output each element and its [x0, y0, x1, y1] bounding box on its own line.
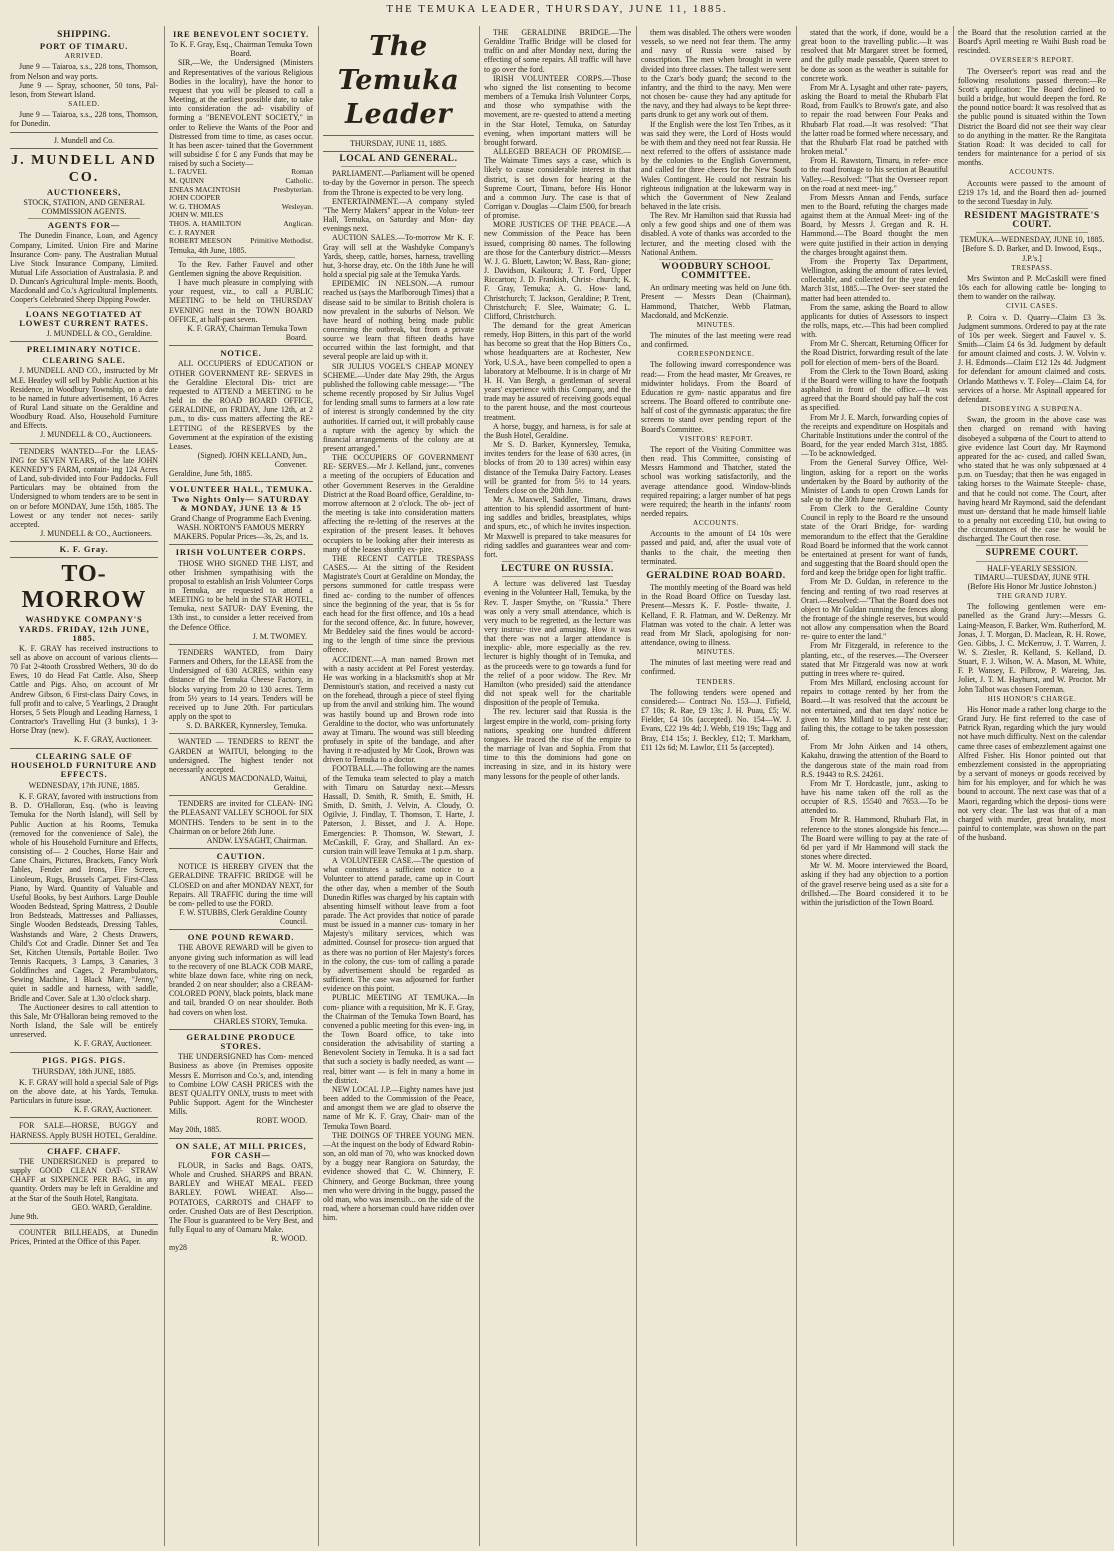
divider — [10, 1117, 158, 1118]
notice-signature: (Signed). JOHN KELLAND, Jun., Convener. — [197, 450, 307, 470]
loans-signature: J. MUNDELL & CO., Geraldine. — [46, 328, 152, 338]
column-5 — [641, 28, 791, 1546]
volunteer-hall-text: Grand Change of Programme Each Evening. WASH. NORTON'S FAMOUS MERRY MAKERS. Popular Prices—3s, 2s, and 1s. — [170, 513, 312, 542]
benevolent-addressee: To K. F. Gray, Esq., Chairman Temuka Town Board. — [169, 40, 313, 59]
pigs-heading: PIGS. PIGS. PIGS. — [42, 1054, 126, 1065]
rm-court-bench: [Before S. D. Barker, and D. Inwood, Esqs., J.P.'s.] — [962, 244, 1102, 263]
prelim-heading: PRELIMINARY NOTICE. — [26, 344, 142, 355]
column-rule — [479, 26, 480, 1546]
mundell-stock: STOCK, STATION, AND GENERAL COMMISSION AGENTS. — [23, 197, 145, 217]
correspondence-paragraph: From Mr A. Lysaght and other rate- payers, asking the Board to metal the Rhubarb Flat Road, from Faulk's to Brown's gate, and also to repair the road between Four Peaks and Rhubarb Flat road.—It was resolved: "That the latter road be formed where necessary, and that the Rhubarb Flat road be patched with broken metal." — [801, 82, 948, 157]
forsale-text: FOR SALE—HORSE, BUGGY and HARNESS. Apply BUSH HOTEL, Geraldine. — [10, 1121, 158, 1140]
news-paragraph: ACCIDENT.—A man named Brown met with a nasty accident at Pel Forest yesterday. He was working in a blacksmith's shop at Mr Dennistoun's station, and received a nasty cut on the forehead, through a piece of steel flying up from the anvil and striking him. The wound was hastily bound up and Brown rode into Geraldine to the doctor, who was unfortunately away at Timaru. The wound was still bleeding profusely in spite of the bandage, and after having it re-adjusted by Mr Cook, Brown was driven to Temuka to a doctor. — [323, 654, 474, 765]
news-paragraph: ENTERTAINMENT.—A company styled "The Merry Makers" appear in the Volun- teer Hall, Temuka, on Saturday and Mon- day evenings next. — [323, 196, 474, 234]
denomination: Catholic. — [285, 175, 313, 185]
woodbury-accounts: Accounts to the amount of £4 10s were passed and paid, and, after the usual vote of thanks to the chair, the meeting then terminated. — [641, 529, 791, 566]
accounts-text: Accounts were passed to the amount of £219 17s 1d, and the Board then ad- journed to the second Tuesday in July. — [958, 178, 1106, 206]
mill-date: my28 — [169, 1243, 187, 1253]
denomination: Wesleyan. — [281, 201, 313, 211]
lecture-continued — [641, 28, 791, 257]
loans-heading: LOANS NEGOTIATED AT LOWEST CURRENT RATES. — [19, 308, 149, 328]
supreme-court-heading: SUPREME COURT. — [985, 548, 1079, 559]
news-paragraph: AUCTION SALES.—To-morrow Mr K. F. Gray will sell at the Washdyke Company's Yards, sheep, cattle, horses, harness, travelling hut, 3-horse dray, etc. On the 18th June he will hold a special pig sale at the Temuka Yards. — [323, 233, 474, 280]
rm-court-date: TEMUKA—WEDNESDAY, JUNE 10, 1885. — [959, 235, 1105, 245]
correspondence-paragraph: From Mr John Aitken and 14 others, Kakahu, drawing the attention of the Board to the dangerous state of the main road from R.S. 19443 to R.S. 24261. — [801, 742, 948, 779]
column-7 — [958, 28, 1106, 1546]
irish-signature: J. M. TWOMEY. — [252, 631, 307, 641]
column-rule — [318, 26, 319, 1546]
tenders-label: TENDERS. — [696, 677, 736, 686]
agents-text: The Dunedin Finance, Loan, and Agency Company, Limited. Union Fire and Marine Insurance Com- pany. The Australian Mutual Live Stock Insurance Company, Limited. Mutual Life Association of Australasia. P. and D. Duncan's Agricultural Imple- ments. Booth, Macdonald and Co.'s Agricultural Implements. Cooper's Celebrated Sheep Dipping Powder. — [10, 231, 158, 305]
correspondence-paragraph: From Messrs Annan and Fends, surface men to the Board, refuting the charges made against them at the Annual Meet- ing of the Board, by Messrs J. Gregan and R. H. Hammond.—The Board thought the men were quite justified in their action in denying the charges brought against them. — [801, 192, 948, 257]
news-paragraph: PARLIAMENT.—Parliament will be opened to-day by the Governor in person. The speech from the Throne is expected to be very long. — [323, 169, 474, 197]
minutes-label: MINUTES. — [696, 320, 736, 329]
mill-text: FLOUR, in Sacks and Bags. OATS, Whole and Crushed. SHARPS and BRAN. BARLEY and WHEAT MEAL. FEED BARLEY. FOWL WHEAT. Also—POTATOES, CARROTS and CHAFF to order. Crushed Oats are of Best Description. The Flour is guaranteed to be Very Best, and fully Equal to any of Oamaru Make. — [169, 1160, 313, 1234]
signatory-name: JOHN COOPER — [169, 193, 221, 203]
caution-text: NOTICE IS HEREBY GIVEN that the GERALDINE TRAFFIC BRIDGE will be CLOSED on and after MONDAY NEXT, for Repairs. All TRAFFIC during the time will be com- pelled to use the FORD. — [169, 862, 313, 908]
denomination: Roman — [291, 167, 313, 177]
half-yearly-label: HALF-YEARLY SESSION. — [986, 563, 1078, 573]
civil-text: P. Coira v. D. Quarry—Claim £3 3s. Judgment summons. Ordered to pay at the rate of 10s per week. Siegert and Fauvel v. S. Smith—Claim £4 6s 3d. Judgment by default for amount claimed and costs. J. W. Volvin v. J. H. Edmonds—Claim £12 12s 4d. Judgment for defendant for amount claimed and costs. Orlando Matthews v. T. Foley—Claim £4, for services of a horse. Mr Aspinall appeared for defendant. — [958, 312, 1106, 404]
reward-text: THE ABOVE REWARD will be given to anyone giving such information as will lead to the recovery of one BLACK COB MARE, white blaze down face, white ring on neck, branded 2 on near shoulder; also a CREAM- COLORED PONY, black points, black mane and tail, branded O on near shoulder. Both had covers on when lost. — [169, 943, 313, 1017]
signatory-name: M. QUINN — [169, 175, 205, 185]
chaff-heading: CHAFF. CHAFF. — [47, 1145, 121, 1156]
kfgray-caption: K. F. Gray. — [59, 544, 109, 555]
page-header — [0, 0, 1114, 28]
divider — [323, 151, 474, 152]
divider — [10, 1143, 158, 1144]
mundell-name: J. MUNDELL AND CO. — [11, 152, 157, 185]
road-board-correspondence — [801, 28, 948, 907]
tenders-barker-text: TENDERS WANTED, from Dairy Farmers and Others, for the LEASE from the Undersigned of 630 ACRES, within easy distance of the Temuka Cheese Factory, in blocks varying from 20 to 130 acres. Term from 5½ years to 14 years. Tenders will be received up to June 20th. For particulars apply on the spot to — [169, 647, 313, 722]
news-paragraph: THE RECENT CATTLE TRESPASS CASES.— At the sitting of the Resident Magistrate's Court at Geraldine on Monday, the persons summoned for cattle trespass were fined ac- cording to the number of offences since the beginning of the year, that is 5s for each head for the first offence, and 10s a head for the second offence, &c. In future, however, Mr Beddeley said the fines would be accord- ing to the length of time since the previous offence. — [323, 553, 474, 655]
divider — [169, 644, 313, 645]
denomination: Presbyterian. — [273, 184, 313, 194]
tenders-kennedy-text: TENDERS WANTED—For the LEAS- ING for SEVEN YEARS, of the late JOHN KENNEDY'S FARM, contain- ing 124 Acres of Land, sub-divided into Four Paddocks. Full Particulars may be obtained from the Undersigned to whom tenders are to be sent in on or before MONDAY, June 15th, 1885. The Lowest or any tender not neces- sarily accepted. — [10, 446, 158, 529]
divider — [10, 132, 158, 133]
news-paragraph: THE DOINGS OF THREE YOUNG MEN.—At the inquest on the body of Edward Robin- son, an old man of 70, who was knocked down by a buggy near Rangiora on Saturday, the evidence showed that C. W. Chinnery, F. Chinnery, and George Buckman, three young men who were driving in the buggy, passed the old man, who was insensib... on the side of the road, where a horseman could have ridden over him. — [323, 1130, 474, 1223]
household-note: The Auctioneer desires to call attention to this Sale, Mr O'Halloran being removed to the North Island, the Sale will be entirely unreserved. — [10, 1002, 158, 1040]
woodbury-minutes: The minutes of the last meeting were read and confirmed. — [641, 331, 791, 350]
visitors-label: VISITORS' REPORT. — [679, 434, 753, 443]
signatory-name: ROBERT MEESON — [169, 236, 232, 246]
divider — [10, 341, 158, 342]
mundell-caption: J. Mundell and Co. — [53, 135, 115, 145]
divider — [28, 307, 140, 308]
column-6 — [801, 28, 948, 1546]
cleaning-text: TENDERS are invited for CLEAN- ING the PLEASANT VALLEY SCHOOL for SIX MONTHS. Tenders to be sent in to the Chairman on or before 26th June. — [169, 799, 313, 836]
signatory-name: THOS. A. HAMILTON — [169, 218, 242, 228]
column-2 — [169, 28, 313, 1546]
divider — [10, 1224, 158, 1225]
divider — [169, 1138, 313, 1139]
divider — [169, 733, 313, 734]
news-paragraph: Mr S. D. Barker, Kynnersley, Temuka, invites tenders for the lease of 630 acres, (in blocks of from 20 to 130 acres) within easy distance of the Temuka Dairy Factory. Leases will be granted for from 5½ to 14 years. Tenders close on the 20th June. — [484, 440, 631, 495]
correspondence-paragraph: From Clerk to the Geraldine County Council in reply to the Board re the unsound state of the Orari Bridge, for- warding memorandum to the effect that the Geraldine Road Board be informed that the work cannot be entertained at present for want of funds, and suggesting that the Board should open the ford and keep the bridge open for light traffic. — [801, 504, 948, 578]
divider — [323, 135, 474, 136]
sailing-entry: June 9 — Taiaroa, s.s., 228 tons, Thomson, for Dunedin. — [10, 110, 158, 129]
overseer-label: OVERSEER'S REPORT. — [990, 56, 1074, 65]
divider — [976, 208, 1088, 209]
signatory-name: JOHN W. MILES — [169, 210, 224, 220]
correspondence-paragraph: From Mr Fitzgerald, in reference to the planting, etc., of the reserves.—The Overseer stated that Mr Fitzgerald was now at work putting in trees where re- quired. — [801, 641, 948, 678]
lecture-paragraph: If the English were the lost Ten Tribes, as it was said they were, the Lord of Hosts would be with them and they need not fear Russia. He next referred to the offers of assistance made by the colonies to the English Government, and called for three cheers for the New South Wales Contingent. He could not restrain his righteous indignation at the lukewarm way in which the Government of New Zealand behaved in the late crisis. — [641, 119, 791, 211]
pigs-text: K. F. GRAY will hold a special Sale of Pigs on the above date, at his Yards, Temuka. Particulars in future issue. — [10, 1077, 158, 1106]
road-board-tenders: The following tenders were opened and considered:— Contract No. 153—J. Fitfield, £7 10s; R. Rae, £9 13s; J. H. Puau, £5; W. Fielder, £4 10s (accepted). No. 154—W. J. Evans, £22 19s 4d; J. Webb, £19 19s; Tagg and Bray, £14 15s; J. Beckley, £12; T. Markham, £11 12s 6d; M. Lawlor, £11 5s (accepted). — [641, 687, 791, 752]
correspondence-paragraph: From the Property Tax Department, Wellington, asking the amount of rates levied, collectable, and collected for the year ended March 31st, 1885.—The Over- seer stated the matter had been attended to. — [801, 256, 948, 303]
lecture-paragraph: A lecture was delivered last Tuesday evening in the Volunteer Hall, Temuka, by the Rev. T. Jasper Smythe, on "Russia." There was only a very small attendance, which is very much to be regretted, as the lecture was very instruc- tive and amusing. How it was that there was not a larger attendance is inexplic- able, more especially as the rev. lecturer is highly thought of in Temuka, and as the proceeds were to go towards a fund for the relief of a poor widow. The Rev. Mr Hamilton (who presided) said the attendance did not speak well for the charitable disposition of the people of Temuka. — [484, 579, 631, 708]
garden-signature: ANGUS MACDONALD, Waitui, Geraldine. — [199, 773, 307, 793]
divider — [169, 795, 313, 796]
lecture-heading: LECTURE ON RUSSIA. — [501, 564, 614, 575]
minutes-label: MINUTES. — [696, 648, 736, 657]
household-text: K. F. GRAY, favored with instructions from B. D. O'Halloran, Esq. (who is leaving Temuka for the North Island), will Sell by Public Auction at his Rooms, Temuka (removed for the convenience of Sale), the whole of his Household Furniture and Effects, consisting of— 2 Couches, Horse Hair and Cane Chairs, Pictures, Brackets, Fancy Work Tables, Fender and Irons, Fire Screen, Linoleum, Rugs, Brussels Carpet. First-Class Piano, by Ward. Quantity of Valuable and Useful Books, by best Authors. Large Double Wooden Bedstead, Spring Mattress, 2 Double Iron Bedsteads, Mattresses and Palliasses, Single Wooden Bedsteads, Dressing Tables, Washstands and Ware, 2 Chests Drawers, Child's Cot and Cradle. Dinner Set and Tea Set, Kitchen Utensils, Portable Boiler. Two Tennis Racquets, 3 Lamps, 3 Canaries, 3 Goldfinches and Cages, 2 Perambulators, Sewing Machine, 1 Black Mare, "Jenny," quiet in saddle and harness, with saddle, Bridle and Cover. Sale at 1.30 o'clock sharp. — [10, 792, 158, 1003]
news-paragraph: EPIDEMIC IN NELSON.—A rumour reached us (says the Marlborough Times) that a disease said to be similar to British cholera is now prevalent in the suburbs of Nelson. We have heard of nothing being made public concerning the outbreak, but from a private source we learn that fifteen deaths have occurred within the last fortnight, and that several people are laid up with it. — [323, 279, 474, 362]
denomination: Primitive Methodist. — [250, 236, 313, 246]
correspondence-paragraph: Mr W. M. Moore interviewed the Board, asking if they had any objection to a portion of the gravel reserve being used as a site for a drillshed.—The Board considered it to be within the jurisdiction of the Town Board. — [801, 861, 948, 907]
chaff-signature: GEO. WARD, Geraldine. — [71, 1202, 152, 1212]
signatory-name: C. J. RAYNER — [169, 227, 216, 237]
correspondence-paragraph: From Mr T. Hordcastle, junr., asking to have his name taken off the roll as the occupier of R.S. 15540 and 7653.—To be attended to. — [801, 778, 948, 816]
correspondence-paragraph: From the Clerk to the Town Board, asking if the Board were willing to have the footpath asphalted in front of the office.—It was agreed that the Board should pay half the cost as specified. — [801, 366, 948, 413]
divider — [169, 481, 313, 482]
divider — [10, 1052, 158, 1053]
benevolent-text: SIR,—We, the Undersigned (Ministers and Representatives of the various Religious Bodies in the locality), have the honor to request that you will be pleased to call a Meeting, at the earliest possible date, to take into consideration the ad- visability of forming a "BENEVOLENT SOCIETY," in order to Relieve the Wants of the Poor and Distressed from time to time, as cases occur. It has been ascer- tained that the Government will subsidise £ for £ any Funds that may be raised by such a Society— — [169, 58, 313, 169]
denomination: Anglican. — [283, 218, 313, 228]
divider — [976, 561, 1088, 562]
washdyke-signature: K. F. GRAY, Auctioneer. — [73, 735, 152, 745]
woodbury-visitors: The report of the Visiting Committee was then read. This Committee, consisting of Messrs Hammond and Thatcher, stated the school was working satisfactorily, and the average attendance good. Window-blinds required repairing; a larger number of hat pegs were required; the hearth in the infants' room needed repairs. — [641, 444, 791, 518]
column-rule — [796, 26, 797, 1546]
divider — [10, 541, 158, 542]
benevolent-heading: IRE BENEVOLENT SOCIETY. — [172, 29, 310, 39]
correspondence-paragraph: From Mr J. E. March, forwarding copies of the receipts and expenditure on Hospitals and Charitable Institutions under the control of the Board, for the year ended March 31st, 1885.—To be acknowledged. — [801, 412, 948, 459]
washdyke-heading: WASHDYKE COMPANY'S YARDS. FRIDAY, 12th JUNE, 1885. — [18, 614, 150, 643]
column-rule — [164, 26, 165, 1546]
woodbury-text: An ordinary meeting was held on June 6th. Present — Messrs Dean (Chairman), Hammond, Thatcher, Webb Flatman, Macdonald, and McKenzie. — [641, 283, 791, 320]
reward-heading: ONE POUND REWARD. — [187, 932, 295, 943]
mill-signature: R. WOOD. — [271, 1234, 307, 1244]
chaff-date: June 9th. — [10, 1211, 39, 1221]
news-paragraph: SIR JULIUS VOGEL'S CHEAP MONEY SCHEME.—Under date May 29th, the Argus published the following cable message:— "The scheme recently proposed by Sir Julius Vogel for lending small sums to farmers at a low rate of interest is strongly condemned by the city authorities. If carried out, it will probably cause a rupture with the agency by which the financial arrangements of the colony are at present arranged." — [323, 361, 474, 453]
road-board-minutes: The minutes of last meeting were read and confirmed. — [641, 658, 791, 677]
column-4 — [484, 28, 631, 1546]
clearing-signature: J. MUNDELL & CO., Auctioneers. — [40, 430, 152, 440]
accounts-label: ACCOUNTS. — [1009, 168, 1055, 177]
news-paragraph: MORE JUSTICES OF THE PEACE.—A new Commission of the Peace has been issued, comprising 80 names. The following are those for the Canterbury district:—Messrs W. J. G. Bluett, Lawton; W. Bass, Ran- gione; J. Davidson, Kaikoura; J. T. Ford, Upper Riccarton; J. D. Frankish, Christ- church; K. F. Gray, Temuka; A. G. How- land, Christchurch; T. Jackson, Geraldine; P. Trent, Christchurch; F. Slee, Waimate; G. L. Clifford, Christchurch. — [484, 220, 631, 321]
garden-text: WANTED — TENDERS to RENT the GARDEN at WAITUI, belonging to the undersigned. The highest tender not necessarily accepted. — [169, 737, 313, 774]
running-head: THE TEMUKA LEADER, THURSDAY, JUNE 11, 1885. — [386, 3, 728, 15]
news-paragraph: THE GERALDINE BRIDGE.—The Geraldine Traffic Bridge will be closed for traffic on and after Monday next, during the effecting of some repairs. All traffic will have to go over the ford. — [484, 28, 631, 74]
benevolent-date: Temuka, 4th June, 1885. — [169, 245, 247, 255]
divider — [169, 544, 313, 545]
masthead-date: THURSDAY, JUNE 11, 1885. — [349, 139, 448, 148]
correspondence-label: CORRESPONDENCE. — [677, 350, 755, 359]
correspondence-paragraph: From the same, asking the Board to allow applicants for duties of Assessors to inspect the rolls, maps, etc.—This had been complied with. — [801, 302, 948, 340]
lecture-paragraphs — [484, 579, 631, 780]
rm-court-heading: RESIDENT MAGISTRATE'S COURT. — [964, 210, 1100, 231]
household-signature: K. F. GRAY, Auctioneer. — [73, 1039, 152, 1049]
news-paragraph: The demand for the great American remedy, Hop Bitters, in this part of the world has become so great that the Hop Bitters Co., whose headquarters are at Rochester, New York, U.S.A., have been compelled to open a laboratory at Melbourne. It is in charge of Mr H. H. Van Bergh, a gentleman of several years' experience with this Company, and the trade may be assured of receiving goods equal to the parent house, and the most courteous treatment. — [484, 321, 631, 422]
supreme-court-bench: (Before His Honor Mr Justice Johnston.) — [967, 581, 1097, 591]
woodbury-correspondence: The following inward correspondence was read:— From the head master, Mr Greaves, re midwinter holidays. From the Board of Education re gym- nastic apparatus and fire screens. The Board offered to contribute one-half of cost of the gymnastic apparatus; the fire screens to stand over pending report of the Board's Committee. — [641, 360, 791, 434]
produce-text: THE UNDERSIGNED has Com- menced Business as above (in Premises opposite Messrs E. Morrison and Co.'s, and, intending to Combine LOW CASH PRICES with the BEST QUALITY ONLY, trusts to meet with Public Support. Agent for the Winchester Mills. — [169, 1052, 313, 1117]
subpoena-text: Swan, the groom in the above case was then charged on remand with having disobeyed a subpœna of the Court to attend to give evidence last Court day. Mr Raymond appeared for the ac- cused, and called Swan, who stated that he was only subpœnaed at 4 p.m. on Tuesday; that then he was engaged in taking horses to the Waimate Steeple- chase, and that he could not come. The Court, after having heard Mr Raymond, said the defendant must un- derstand that he made himself liable to a penalty not exceeding £10, but owing to the circumstances of the case he would be discharged. The Court then rose. — [958, 415, 1106, 544]
pigs-date: THURSDAY, 18th JUNE, 1885. — [32, 1066, 136, 1076]
correspondence-paragraph: From Mr D. Guldan, in reference to the fencing and renting of two road reserves at Orari.—Resolved:—"That the Board does not object to Mr Guldan running the fences along the frontage of the shingle reserves, but would not allow any compensation when the Board re- quire to enter the land." — [801, 577, 948, 642]
mill-heading: ON SALE, AT MILL PRICES, FOR CASH— — [175, 1140, 307, 1160]
cleaning-signature: ANDW. LYSAGHT, Chairman. — [206, 835, 307, 845]
subpoena-label: DISOBEYING A SUBPŒNA. — [981, 405, 1083, 414]
charge-text: His Honor made a rather long charge to the Grand Jury. He first referred to the case of Patrick Ryan, regarding which the jury would not have much difficulty. Next on the calendar came three cases of embezzlement against one Alfred Fisher. His Honor pointed out that embezzlement consisted in the appropriating by a servant of moneys or goods received by him for his employer, and for which he was bound to account. The next case was that of a Maori, regarding which the deposi- tions were not very clear. The last was that of a man charged with murder, great brutality, most painful to contemplate, was shown on the part of the husband. — [958, 704, 1106, 843]
masthead: The Temuka Leader — [337, 31, 460, 130]
produce-heading: GERALDINE PRODUCE STORES. — [186, 1031, 296, 1052]
household-heading: CLEARING SALE OF HOUSEHOLD FURNITURE AND EFFECTS. — [11, 750, 157, 779]
divider — [10, 748, 158, 749]
notice-heading: NOTICE. — [220, 348, 262, 359]
tenders-kennedy-signature: J. MUNDELL & CO., Auctioneers. — [40, 529, 152, 539]
reply-addressee: To the Rev. Father Fauvel and other Gentlemen signing the above Requisition. — [169, 259, 313, 278]
divider — [502, 561, 613, 562]
reply-text: I have much pleasure in complying with your request, viz., to call a PUBLIC MEETING to be held on THURSDAY EVENING next in the TOWN BOARD OFFICE, at half-past seven. — [169, 278, 313, 324]
reward-signature: CHARLES STORY, Temuka. — [213, 1016, 307, 1026]
clearing-heading: CLEARING SALE. — [42, 355, 126, 366]
agents-heading: AGENTS FOR— — [47, 220, 121, 231]
sailed-label: SAILED. — [68, 100, 100, 109]
local-paragraphs — [323, 169, 474, 1222]
correspondence-paragraph: From H. Rawstorn, Timaru, in refer- ence to the road frontage to his section at Beautiful Valley.—Resolved: "That the Overseer report on the road at next meet- ing." — [801, 156, 948, 193]
irish-heading: IRISH VOLUNTEER CORPS. — [175, 547, 307, 558]
grand-jury-label: THE GRAND JURY. — [996, 592, 1068, 601]
chaff-text: THE UNDERSIGNED is prepared to supply GOOD CLEAN OAT- STRAW CHAFF at SIXPENCE PER BAG, in any quantity. Orders may be left in Geraldine and at the Star of the South Hotel, Rangitata. — [10, 1156, 158, 1203]
accounts-label: ACCOUNTS. — [693, 519, 739, 528]
tenders-barker-signature: S. D. BARKER, Kynnersley, Temuka. — [186, 721, 307, 731]
charge-label: HIS HONOR'S CHARGE. — [987, 694, 1077, 703]
news-paragraph: A horse, buggy, and harness, is for sale at the Bush Hotel, Geraldine. — [484, 421, 631, 440]
news-paragraph: NEW LOCAL J.P.—Eighty names have just been added to the Commission of the Peace, and amongst them we are glad to observe the name of Mr K. F. Gray, Chair- man of the Temuka Town Board. — [323, 1084, 474, 1131]
divider — [169, 345, 313, 346]
port-heading: PORT OF TIMARU. — [39, 41, 129, 52]
clearing-text: J. MUNDELL AND CO., instructed by Mr M.E. Heatley will sell by Public Auction at his Residence, in Woodbury Township, on a date to be named in future advertisement, 16 Acres of Rural Land situate on the Geraldine and Woodbury Road. Also, Household Furniture and Effects. — [10, 366, 158, 431]
trespass-label: TRESPASS. — [1011, 263, 1053, 272]
notice-date: Geraldine, June 5th, 1885. — [169, 469, 253, 479]
trespass-text: Mrs Swinton and P. McCaskill were fined 10s each for allowing cattle be- longing to them to wander on the railway. — [958, 273, 1106, 302]
overseer-text: The Overseer's report was read and the following resolutions passed thereon:—Re Scott's application: The Board declined to build a bridge, but would deepen the ford. Re the pound notice board: It was resolved that as the public pound is situated within the Town District the Board did not see their way clear to do anything in the matter. Re the Rangitata Station Road: It was decided to call for tenders for maintenance for a period of six months. — [958, 66, 1106, 168]
signatory-name: ENEAS MACINTOSH — [169, 184, 241, 194]
grand-jury-text: The following gentlemen were em- panelled as the Grand Jury:—Messrs G. Laing-Meason, F. Barker, Wm. Rutherford, M. Jonas, J. T. Morgan, D. Maclean, R. H. Rowe, Geo. Gibbs, J. C. McKerrow, J. T. Warren, J. W. S. Ziesler, R. Kelland, S. Kelland, D. Stuart, F. J. Wilson, W. A. Mason, M. White, F. P. Wansey, E. Pilbrow, P. Wareing, Jas. Joliet, J. T. M. Hayhurst, and W. Proctor. Mr John Talbot was chosen Foreman. — [958, 602, 1106, 694]
road-board-heading: GERALDINE ROAD BOARD. — [646, 570, 786, 581]
correspondence-paragraph: From Mr R. Hammond, Rhubarb Flat, in reference to the stones alongside his fence.—The Board were willing to pay at the rate of 6d per yard if Mr Hammond will stack the stones where directed. — [801, 815, 948, 862]
news-paragraph: Mr A. Maxwell, Saddler, Timaru, draws attention to his splendid assortment of hunt- ing saddles and bridles, breastplates, whips and spurs, etc., of which he invites inspection. Mr Maxwell is prepared to take measures for riding saddles and guarantees wear and com- fort. — [484, 494, 631, 559]
signatory-name: L. FAUVEL — [169, 167, 207, 177]
caution-signature: F. W. STUBBS, Clerk Geraldine County Council. — [179, 908, 307, 927]
news-paragraph: THE OCCUPIERS OF GOVERNMENT RE- SERVES.—Mr J. Kelland, junr., convenes a meeting of the occupiers of Education and other Government Reserves in the Geraldine District at the Road Board office, Geraldine, to-morrow afternoon at 2 o'clock. The ob- ject of the meeting is take into consideration matters affecting the re-letting of the reserves at the expiration of the present leases. It behoves occupiers to be looking after their interests as many of the leases shortly ex- pire. — [323, 453, 474, 554]
correspondence-paragraph: From Mrs Millard, enclosing account for repairs to cottage rented by her from the Board.—It was resolved that the account be not entertained, and that ten days' notice be given to Mrs Millard to pay the rent due; failing this, the cottage to be taken possession of. — [801, 678, 948, 743]
column-1 — [10, 28, 158, 1546]
correspondence-paragraph: stated that the work, if done, would be a great boon to the travelling public.—It was resolved that Mr Margaret street be formed, and the gully made passable, Queen street to be done as soon as the weather is suitable for concrete work. — [801, 28, 948, 83]
news-paragraph: A VOLUNTEER CASE.—The question of what constitutes a sufficient notice to a Volunteer to attend parade, came up in Court the other day, when a member of the South Dunedin Rifles was charged by his captain with absenting himself without leave from a foot parade. The Act provides that notice of parade must be issued in a manner cus- tomary in her Majesty's military services, which was admitted. Counsel for prosecu- tion argued that as there was no portion of Her Majesty's forces in the colony, the cus- tom of calling a parade by advertisement should be regarded as sufficient. The case was adjourned for further evidence on this point. — [323, 856, 474, 994]
local-general-heading: LOCAL AND GENERAL. — [339, 154, 458, 165]
produce-signature: ROBT. WOOD. — [256, 1116, 307, 1126]
resolution-text: the Board that the resolution carried at the Board's April meeting re Waihi Bush road be rescinded. — [958, 28, 1106, 56]
news-paragraph: FOOTBALL.—The following are the names of the Temuka team selected to play a match with Timaru on Saturday next:—Messrs Hassall, D. Smith, R. Smith, E. Smith, H. Smith, D. Smith, J. Velvin, A. Cloudy, O. Ogilvie, J. Findlay, T. Thomson, T. Harte, J. Paterson, J. Bisset, and J. A. Hope. Emergencies: P. Thomson, W. Stewart, J. McCaskill, F. Gray, and Shallard. An ex- cursion train will leave Temuka at 1 p.m. sharp. — [323, 764, 474, 856]
divider — [169, 1029, 313, 1030]
tomorrow-heading: TO-MORROW — [21, 561, 147, 614]
shipping-heading: SHIPPING. — [57, 30, 111, 40]
news-paragraph: PUBLIC MEETING AT TEMUKA.—In com- pliance with a requisition, Mr K. F. Gray, the Chairman of the Temuka Town Board, has convened a public meeting for this even- ing, in the Town Board office, to take into consideration the advisability of starting a Benevolent Society in Temuka. It is a sad fact that such a society is badly needed, as want — real, bitter want — is felt in many a home in the district. — [323, 993, 474, 1085]
arrival-entry: June 9 — Taiaroa, s.s., 228 tons, Thomson, from Nelson and way ports. — [10, 62, 158, 81]
news-paragraph: IRISH VOLUNTEER CORPS.—Those who signed the list consenting to become members of a Temuka Irish Volunteer Corps, and those who sympathise with the movement, are re- quested to attend a meeting in the Star Hotel, Temuka, on Saturday evening, when important matters will be brought forward. — [484, 73, 631, 147]
produce-date: May 20th, 1885. — [169, 1125, 222, 1135]
mundell-auctioneers: AUCTIONEERS, — [46, 186, 122, 197]
lecture-paragraph: them was disabled. The others were wooden vessels, so we need not fear them. The army and navy of Russia were raised by conscription. The men when brought in were divided into three classes. The tallest were sent to the Czar's body guard; the second to the infantry, and the third to the navy. Men were not chosen be- cause they had any aptitude for the navy, and they had always to be kept three- parts drunk to get any work out of them. — [641, 28, 791, 120]
arrival-entry: June 9 — Spray, schooner, 50 tons, Pal- leson, from Stewart Island. — [10, 80, 158, 99]
column-rule — [636, 26, 637, 1546]
divider — [187, 257, 295, 258]
divider — [502, 576, 613, 577]
divider — [659, 259, 773, 260]
caution-heading: CAUTION. — [216, 851, 266, 862]
lecture-paragraph: The rev. lecturer said that Russia is the largest empire in the world, com- prising forty nations, speaking one hundred different tongues. He traced the rise of the empire to the marriage of Ivan and Sophia. From that time to this the dominions had gone on increasing in size, and in its history were many lessons for the people of other lands. — [484, 707, 631, 781]
lecture-paragraph: The Rev. Mr Hamilton said that Russia had only a few good ships and one of them was disabled. A vote of thanks was accorded to the lecturer, and the meeting closed with the National Anthem. — [641, 211, 791, 257]
divider — [659, 568, 773, 569]
news-paragraphs — [484, 28, 631, 559]
divider — [341, 166, 456, 167]
reply-signature: K. F. GRAY, Chairman Temuka Town Board. — [187, 323, 307, 343]
signatory-list — [169, 168, 313, 245]
notice-text: ALL OCCUPIERS of EDUCATION or OTHER GOVERNMENT RE- SERVES in the Geraldine Electoral Dis- trict are requested to ATTEND a MEETING to be held in the ROAD BOARD OFFICE, GERALDINE, on FRIDAY, June 12th, at 2 p.m., to dis- cuss matters affecting the RE-LETTING of the RESERVES by the Government at the expiration of the existing Leases. — [169, 359, 313, 451]
irish-text: THOSE WHO SIGNED THE LIST, and other Irishmen sympathising with the proposal to establish an Irish Volunteer Corps in Temuka, are requested to attend a MEETING to be held in the STAR HOTEL, Temuka, next SATUR- DAY Evening, the 13th inst., to consider a letter received from the Defence Office. — [169, 558, 313, 632]
household-date: WEDNESDAY, 17th JUNE, 1885. — [28, 781, 140, 790]
counter-text: COUNTER BILLHEADS, at Dunedin Prices, Printed at the Office of this Paper. — [10, 1228, 158, 1247]
divider — [10, 443, 158, 444]
divider — [169, 848, 313, 849]
volunteer-hall-heading: VOLUNTEER HALL, TEMUKA. Two Nights Only— SATURDAY & MONDAY, JUNE 13 & 15 — [169, 484, 313, 513]
road-board-text: The monthly meeting of the Board was held in the Road Board Office on Tuesday last. Present—Messrs K. F. Postle- thwaite, J. Kelland, F. R. Flatman, and W. DeRenzy. Mr Flatman was voted to the chair. A letter was read from Mr Slack, apologising for non-attendance, owing to illness. — [641, 583, 791, 647]
news-paragraph: ALLEGED BREACH OF PROMISE.—The Waimate Times says a case, which is likely to cause considerable interest in that district, is set down for hearing at the Supreme Court, Timaru, before His Honor and a common Jury. The case is that of Corrigan v. Douglas —Claim £500, for breach of promise. — [484, 147, 631, 221]
divider — [169, 929, 313, 930]
civil-label: CIVIL CASES. — [1005, 302, 1059, 311]
washdyke-text: K. F. GRAY has received instructions to sell as above on account of various clients— 70 Fat 2-4tooth Crossbred Wethers, 30 do do Ewes, 10 do Head Fat Cattle. Also, Sheep Cattle and Pigs. Also, on account of Mr Andrew Gibson, 6 First-class Dairy Cows, in full profit and to calve, 5 Yearlings, 2 Draught Horses, 5 Sets Plough and Leading Harness, 1 Contractor's Travelling Hut (3 bunks), 1 3-Horse Dray (new). — [10, 643, 158, 736]
correspondence-paragraph: From Mr C. Shercatt, Returning Officer for the Road District, forwarding result of the late poll for election of mem- bers of the Board. — [801, 339, 948, 367]
divider — [976, 545, 1088, 546]
divider — [28, 218, 140, 219]
supreme-court-date: TIMARU—TUESDAY, JUNE 9TH. — [974, 572, 1090, 582]
signatory-name: W. G. THOMAS — [169, 201, 221, 211]
pigs-signature: K. F. GRAY, Auctioneer. — [73, 1105, 152, 1115]
woodbury-heading: WOODBURY SCHOOL COMMITTEE. — [661, 261, 771, 282]
signatory-row — [169, 237, 313, 246]
divider — [10, 148, 158, 149]
correspondence-paragraph: From the General Survey Office, Wel- lington, asking for a report on the works undertaken by the Board by authority of the Minister of Lands to open Crown Lands for sale up to the 30th June next. — [801, 458, 948, 504]
column-3 — [323, 28, 474, 1546]
arrived-label: ARRIVED. — [64, 52, 104, 61]
divider — [10, 557, 158, 558]
column-rule — [953, 26, 954, 1546]
divider — [976, 232, 1088, 233]
